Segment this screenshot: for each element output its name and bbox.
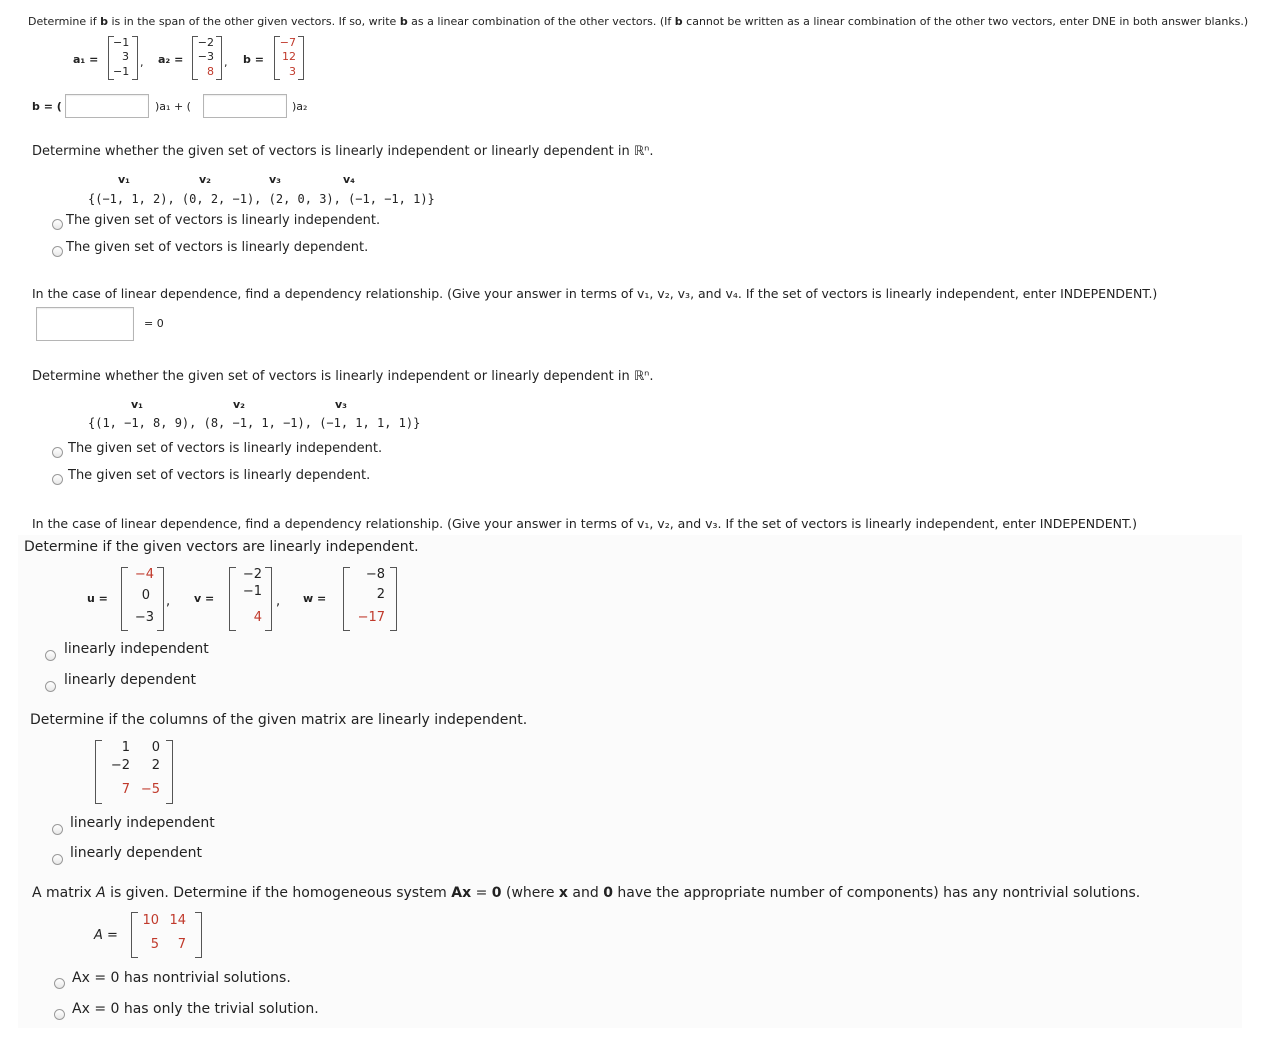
bracket-right: [216, 36, 222, 80]
option-label: The given set of vectors is linearly dependent.: [68, 468, 371, 483]
matrix-entry: 1: [121, 740, 130, 755]
v3-label: v₃: [269, 173, 281, 186]
w-entry: 2: [376, 587, 385, 602]
coefficient-a1-input[interactable]: [65, 94, 149, 118]
bracket-right: [166, 740, 173, 804]
matrix-entry: −5: [140, 782, 160, 797]
bracket-right: [132, 36, 138, 80]
v-label: v =: [194, 592, 215, 605]
answer-b-label: b = (: [32, 100, 62, 113]
option-label: linearly dependent: [70, 845, 202, 861]
q1-prompt-b: b: [399, 15, 408, 28]
u-entry: 0: [141, 588, 150, 603]
trivial-radio[interactable]: [54, 1009, 65, 1020]
v4-label: v₄: [343, 173, 355, 186]
v-entry: −1: [242, 584, 262, 599]
q1-prompt-b: b: [100, 15, 108, 28]
v3-label: v₃: [335, 398, 347, 411]
q1-prompt-b: b: [674, 15, 683, 28]
b-entry: −7: [279, 36, 296, 49]
option-label: Ax = 0 has nontrivial solutions.: [72, 970, 291, 986]
a1-entry: −1: [113, 65, 130, 78]
a-label: A =: [94, 928, 118, 943]
option-label: linearly independent: [64, 641, 209, 657]
vector-set: {(−1, 1, 2), (0, 2, −1), (2, 0, 3), (−1, −1, 1)}: [88, 192, 435, 206]
matrix-entry: 7: [177, 937, 186, 952]
vector-set: {(1, −1, 8, 9), (8, −1, 1, −1), (−1, 1, 1, 1)}: [88, 416, 421, 430]
comma: ,: [224, 56, 228, 69]
bracket-left: [121, 567, 128, 631]
v1-label: v₁: [131, 398, 143, 411]
dependency-input[interactable]: [36, 307, 134, 341]
option-label: linearly independent: [70, 815, 215, 831]
b-label: b =: [243, 53, 264, 66]
q4-prompt: Determine if the given vectors are linearly independent.: [24, 539, 419, 555]
a2-entry: −3: [197, 50, 214, 63]
q1-prompt-text: as a linear combination of the other vectors. (If: [407, 15, 675, 28]
v2-label: v₂: [233, 398, 245, 411]
b-entry: 12: [282, 50, 296, 63]
q6-prompt-text: =: [471, 885, 492, 901]
q1-prompt-text: Determine if: [28, 15, 101, 28]
bracket-right: [195, 912, 202, 958]
q3-dependency-prompt: In the case of linear dependence, find a dependency relationship. (Give your answer in terms of v₁, v₂, and v₃. If the set of vectors is linearly independent, enter INDEPENDENT.): [32, 516, 1137, 531]
bracket-left: [343, 567, 350, 631]
independent-radio[interactable]: [45, 650, 56, 661]
dependent-radio[interactable]: [52, 474, 63, 485]
q6-prompt-var: 0: [491, 885, 502, 901]
answer-mid-text: )a₁ + (: [155, 100, 191, 113]
bracket-left: [229, 567, 236, 631]
q1-prompt-text: is in the span of the other given vectors. If so, write: [107, 15, 400, 28]
a2-label: a₂ =: [158, 53, 184, 66]
matrix-entry: 7: [121, 782, 130, 797]
dependent-radio[interactable]: [52, 246, 63, 257]
bracket-right: [298, 36, 304, 80]
matrix-entry: −2: [110, 758, 130, 773]
u-entry: −3: [134, 610, 154, 625]
q6-prompt-text: (where: [501, 885, 559, 901]
a2-entry: 8: [207, 65, 214, 78]
equals-zero: = 0: [144, 317, 164, 330]
matrix-entry: 2: [151, 758, 160, 773]
q6-prompt-text: is given. Determine if the homogeneous system: [105, 885, 452, 901]
independent-radio[interactable]: [52, 447, 63, 458]
a2-entry: −2: [197, 36, 214, 49]
matrix-entry: 14: [169, 913, 186, 928]
matrix-entry: 5: [150, 937, 159, 952]
comma: ,: [166, 594, 171, 609]
q6-prompt-text: have the appropriate number of components) has any nontrivial solutions.: [612, 885, 1141, 901]
q1-prompt: [28, 15, 1248, 28]
comma: ,: [276, 594, 281, 609]
q3-prompt: Determine whether the given set of vectors is linearly independent or linearly dependent in ℝⁿ.: [32, 369, 654, 384]
v-entry: 4: [253, 610, 262, 625]
bracket-right: [265, 567, 272, 631]
comma: ,: [140, 56, 144, 69]
w-entry: −17: [357, 610, 385, 625]
q6-prompt: [32, 885, 1140, 901]
w-entry: −8: [365, 567, 385, 582]
q6-prompt-text: A matrix: [32, 885, 97, 901]
v2-label: v₂: [199, 173, 211, 186]
q6-prompt-var: x: [558, 885, 568, 901]
b-entry: 3: [289, 65, 296, 78]
option-label: Ax = 0 has only the trivial solution.: [72, 1001, 319, 1017]
q6-prompt-text: and: [567, 885, 604, 901]
w-label: w =: [303, 592, 327, 605]
independent-radio[interactable]: [52, 824, 63, 835]
bracket-right: [390, 567, 397, 631]
nontrivial-radio[interactable]: [54, 978, 65, 989]
q2-dependency-prompt: In the case of linear dependence, find a dependency relationship. (Give your answer in terms of v₁, v₂, v₃, and v₄. If the set of vectors is linearly independent, enter INDEPENDENT.): [32, 286, 1158, 301]
q6-prompt-var: 0: [603, 885, 613, 901]
bracket-left: [95, 740, 102, 804]
dependent-radio[interactable]: [52, 854, 63, 865]
matrix-entry: 10: [142, 913, 159, 928]
a1-label: a₁ =: [73, 53, 99, 66]
q5-prompt: Determine if the columns of the given matrix are linearly independent.: [30, 712, 528, 728]
option-label: The given set of vectors is linearly independent.: [68, 441, 383, 456]
q6-prompt-var: Ax: [451, 885, 472, 901]
option-label: The given set of vectors is linearly dependent.: [66, 240, 369, 255]
option-label: The given set of vectors is linearly independent.: [66, 213, 381, 228]
answer-end-text: )a₂: [292, 100, 308, 113]
q2-prompt: Determine whether the given set of vectors is linearly independent or linearly dependent in ℝⁿ.: [32, 144, 654, 159]
dependent-radio[interactable]: [45, 681, 56, 692]
q6-prompt-var: A: [96, 885, 106, 901]
matrix-entry: 0: [151, 740, 160, 755]
q1-prompt-text: cannot be written as a linear combination of the other two vectors, enter DNE in both answer blanks.): [682, 15, 1249, 28]
option-label: linearly dependent: [64, 672, 196, 688]
coefficient-a2-input[interactable]: [203, 94, 287, 118]
a1-entry: −1: [113, 36, 130, 49]
bracket-right: [157, 567, 164, 631]
v-entry: −2: [242, 567, 262, 582]
u-label: u =: [87, 592, 108, 605]
v1-label: v₁: [118, 173, 130, 186]
a1-entry: 3: [122, 50, 129, 63]
u-entry: −4: [134, 567, 154, 582]
independent-radio[interactable]: [52, 219, 63, 230]
